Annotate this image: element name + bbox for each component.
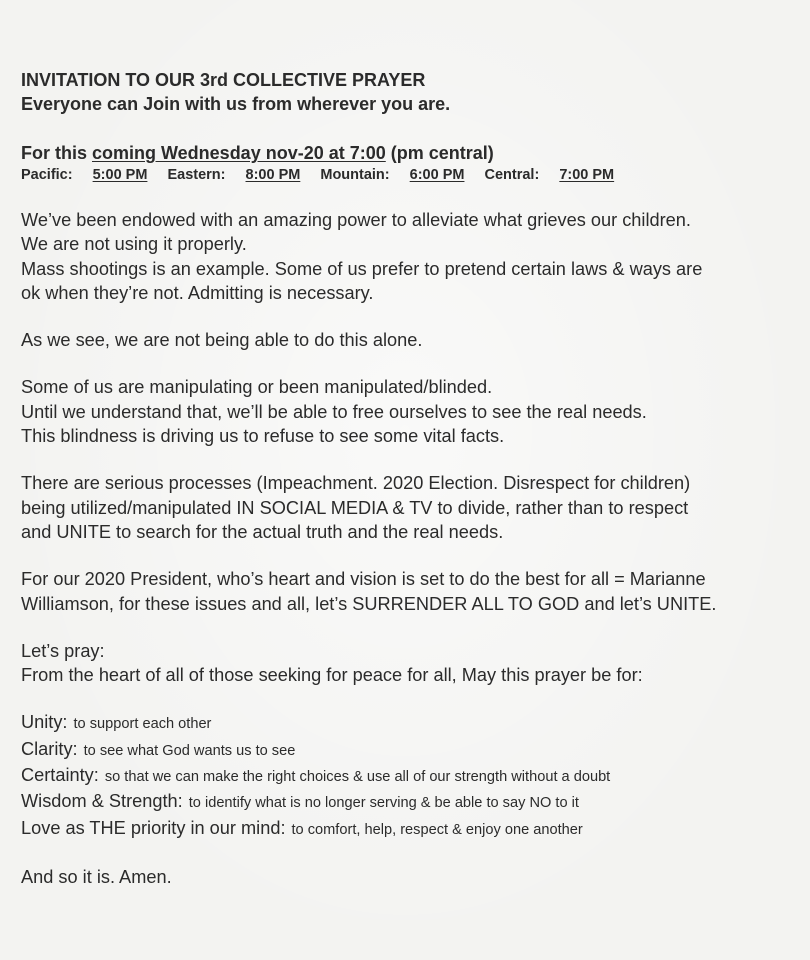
- prayer-item-unity: Unity: to support each other: [21, 712, 212, 733]
- paragraph-line: For our 2020 President, who’s heart and vision is set to do the best for all = Marianne: [21, 569, 706, 590]
- schedule-prefix: For this: [21, 143, 92, 163]
- paragraph-alone: [21, 328, 800, 352]
- prayer-item-certainty: Certainty: so that we can make the right choices & use all of our strength without a doubt: [21, 765, 611, 786]
- schedule-date: coming Wednesday nov-20 at 7:00: [92, 143, 386, 163]
- paragraph-power: [21, 208, 800, 305]
- invitation-subtitle: Everyone can Join with us from wherever you are.: [21, 94, 451, 114]
- timezone-eastern: Eastern: 8:00 PM: [167, 167, 301, 183]
- timezone-central: Central: 7:00 PM: [484, 167, 615, 183]
- paragraph-president: [21, 567, 800, 616]
- paragraph-line: Mass shootings is an example. Some of us prefer to pretend certain laws & ways are: [21, 258, 703, 279]
- paragraph-line: Some of us are manipulating or been manipulated/blinded.: [21, 377, 493, 398]
- paragraph-line: There are serious processes (Impeachment. 2020 Election. Disrespect for children): [21, 473, 691, 494]
- paragraph-line: and UNITE to search for the actual truth and the real needs.: [21, 521, 504, 542]
- timezone-line: [21, 165, 800, 185]
- invitation-title: INVITATION TO OUR 3rd COLLECTIVE PRAYER: [21, 70, 426, 90]
- paragraph-lets-pray: [21, 639, 800, 688]
- paragraph-manipulation: [21, 375, 800, 448]
- paragraph-line: We are not using it properly.: [21, 234, 247, 255]
- paragraph-line: Until we understand that, we’ll be able to free ourselves to see the real needs.: [21, 401, 647, 422]
- paragraph-line: being utilized/manipulated IN SOCIAL MEDIA & TV to divide, rather than to respect: [21, 497, 689, 518]
- closing-line: And so it is. Amen.: [21, 866, 172, 887]
- prayer-item-clarity: Clarity: to see what God wants us to see: [21, 738, 296, 759]
- paragraph-line: From the heart of all of those seeking for peace for all, May this prayer be for:: [21, 665, 643, 686]
- timezone-pacific: Pacific: 5:00 PM: [21, 167, 148, 183]
- paragraph-line: This blindness is driving us to refuse to see some vital facts.: [21, 426, 505, 447]
- paragraph-line: As we see, we are not being able to do this alone.: [21, 330, 423, 351]
- paragraph-processes: [21, 471, 800, 544]
- prayer-list: [21, 710, 800, 841]
- closing-paragraph: [21, 865, 800, 889]
- paragraph-line: We’ve been endowed with an amazing power to alleviate what grieves our children.: [21, 210, 691, 230]
- schedule-line: [21, 141, 800, 165]
- paragraph-line: Let’s pray:: [21, 640, 105, 661]
- timezone-mountain: Mountain: 6:00 PM: [320, 167, 465, 183]
- schedule-suffix: (pm central): [385, 143, 494, 163]
- paragraph-line: Williamson, for these issues and all, let’s SURRENDER ALL TO GOD and let’s UNITE.: [21, 593, 717, 614]
- prayer-item-wisdom-strength: Wisdom & Strength: to identify what is no longer serving & be able to say NO to it: [21, 791, 579, 812]
- prayer-item-love: Love as THE priority in our mind: to comfort, help, respect & enjoy one another: [21, 817, 583, 838]
- paragraph-line: ok when they’re not. Admitting is necessary.: [21, 282, 374, 303]
